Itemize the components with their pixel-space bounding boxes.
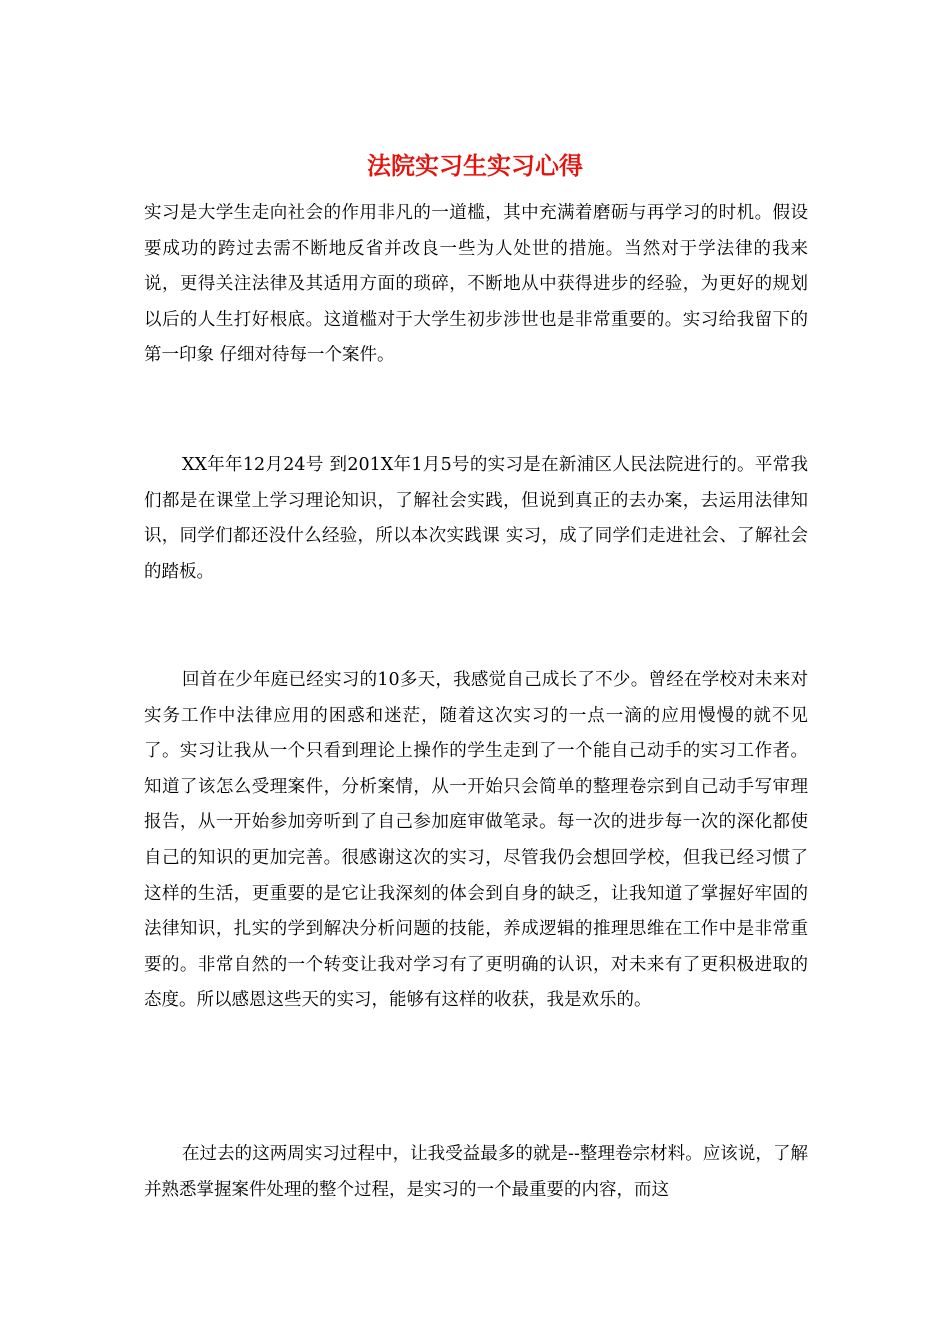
paragraph-2: XX年年12月24号 到201X年1月5号的实习是在新浦区人民法院进行的。平常我们都是在课堂上学习理论知识，了解社会实践，但说到真正的去办案，去运用法律知识，同学们都还没什么经验，所以本次实践课 实习，成了同学们走进社会、了解社会的踏板。: [144, 455, 808, 582]
paragraph-1: 实习是大学生走向社会的作用非凡的一道槛，其中充满着磨砺与再学习的时机。假设要成功的跨过去需不断地反省并改良一些为人处世的措施。当然对于学法律的我来说，更得关注法律及其适用方面的琐碎，不断地从中获得进步的经验，为更好的规划以后的人生打好根底。这道槛对于大学生初步涉世也是非常重要的。实习给我留下的第一印象 仔细对待每一个案件。: [144, 203, 808, 366]
document-title: 法院实习生实习心得: [367, 151, 583, 180]
paragraph-4: 在过去的这两周实习过程中，让我受益最多的就是--整理卷宗材料。应该说，了解并熟悉掌握案件处理的整个过程，是实习的一个最重要的内容，而这: [144, 1144, 808, 1200]
paragraph-3: 回首在少年庭已经实习的10多天，我感觉自己成长了不少。曾经在学校对未来对实务工作中法律应用的困惑和迷茫，随着这次实习的一点一滴的应用慢慢的就不见了。实习让我从一个只看到理论上操作的学生走到了一个能自己动手的实习工作者。知道了该怎么受理案件，分析案情，从一开始只会简单的整理卷宗到自己动手写审理报告，从一开始参加旁听到了自己参加庭审做笔录。每一次的进步每一次的深化都使自己的知识的更加完善。很感谢这次的实习，尽管我仍会想回学校，但我已经习惯了这样的生活，更重要的是它让我深刻的体会到自身的缺乏，让我知道了掌握好牢固的法律知识，扎实的学到解决分析问题的技能，养成逻辑的推理思维在工作中是非常重要的。非常自然的一个转变让我对学习有了更明确的认识，对未来有了更积极进取的态度。所以感恩这些天的实习，能够有这样的收获，我是欢乐的。: [144, 670, 808, 1011]
